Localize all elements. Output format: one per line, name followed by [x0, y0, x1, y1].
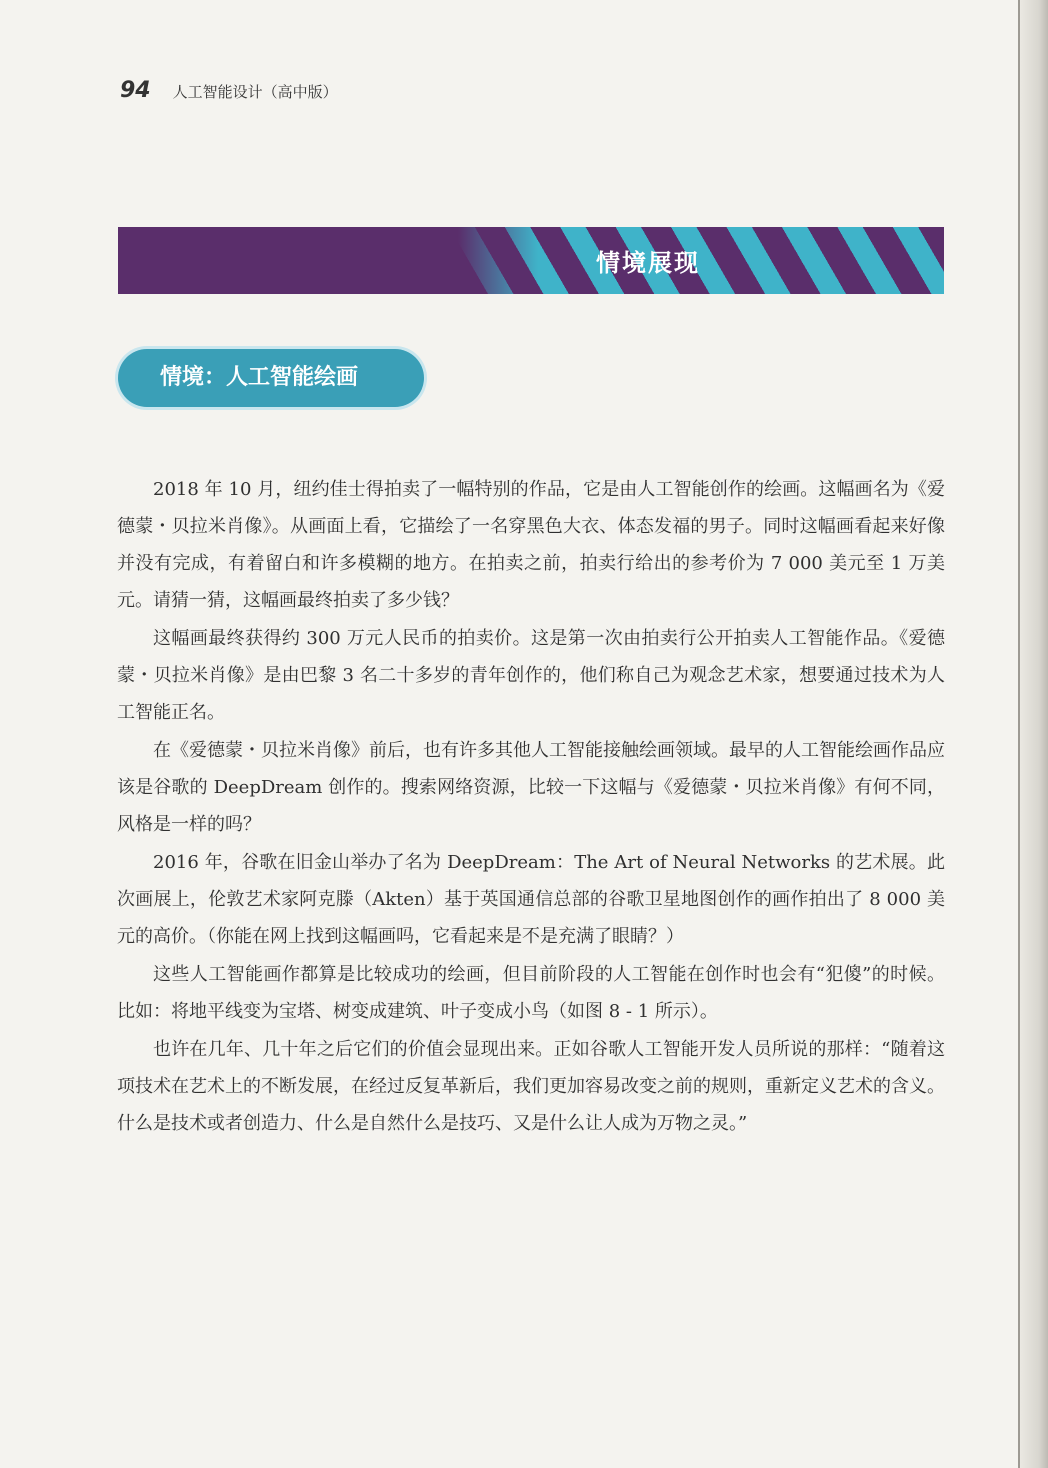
paragraph: 这些人工智能画作都算是比较成功的绘画，但目前阶段的人工智能在创作时也会有“犯傻”的时候。比如：将地平线变为宝塔、树变成建筑、叶子变成小鸟（如图 8 - 1 所示）。	[117, 964, 945, 1022]
book-title: 人工智能设计（高中版）	[172, 83, 338, 101]
paragraph: 2018 年 10 月，纽约佳士得拍卖了一幅特别的作品，它是由人工智能创作的绘画。这幅画名为《爱德蒙・贝拉米肖像》。从画面上看，它描绘了一名穿黑色大衣、体态发福的男子。同时这幅画看起来好像并没有完成，有着留白和许多模糊的地方。在拍卖之前，拍卖行给出的参考价为 7 000 美元至 1 万美元。请猜一猜，这幅画最终拍卖了多少钱？	[117, 479, 945, 611]
situation-title: 情境：人工智能绘画	[160, 365, 359, 390]
page-header	[120, 78, 338, 108]
page-edge-shadow	[1018, 0, 1048, 1468]
body-text	[117, 471, 945, 1142]
banner-title: 情境展现	[596, 249, 700, 277]
paragraph: 也许在几年、几十年之后它们的价值会显现出来。正如谷歌人工智能开发人员所说的那样：“随着这项技术在艺术上的不断发展，在经过反复革新后，我们更加容易改变之前的规则，重新定义艺术的含义。什么是技术或者创造力、什么是自然什么是技巧、又是什么让人成为万物之灵。”	[117, 1039, 945, 1134]
page-edge-line	[1018, 0, 1020, 1468]
section-banner	[118, 227, 944, 294]
situation-heading	[118, 349, 424, 407]
paragraph: 这幅画最终获得约 300 万元人民币的拍卖价。这是第一次由拍卖行公开拍卖人工智能作品。《爱德蒙・贝拉米肖像》是由巴黎 3 名二十多岁的青年创作的，他们称自己为观念艺术家，想要通过技术为人工智能正名。	[117, 628, 945, 723]
paragraph: 2016 年，谷歌在旧金山举办了名为 DeepDream：The Art of Neural Networks 的艺术展。此次画展上，伦敦艺术家阿克滕（Akten）基于英国通信总部的谷歌卫星地图创作的画作拍出了 8 000 美元的高价。（你能在网上找到这幅画吗，它看起来是不是充满了眼睛？）	[117, 852, 945, 947]
paragraph: 在《爱德蒙・贝拉米肖像》前后，也有许多其他人工智能接触绘画领域。最早的人工智能绘画作品应该是谷歌的 DeepDream 创作的。搜索网络资源，比较一下这幅与《爱德蒙・贝拉米肖像》有何不同，风格是一样的吗？	[117, 740, 945, 835]
page-number: 94	[120, 78, 151, 103]
